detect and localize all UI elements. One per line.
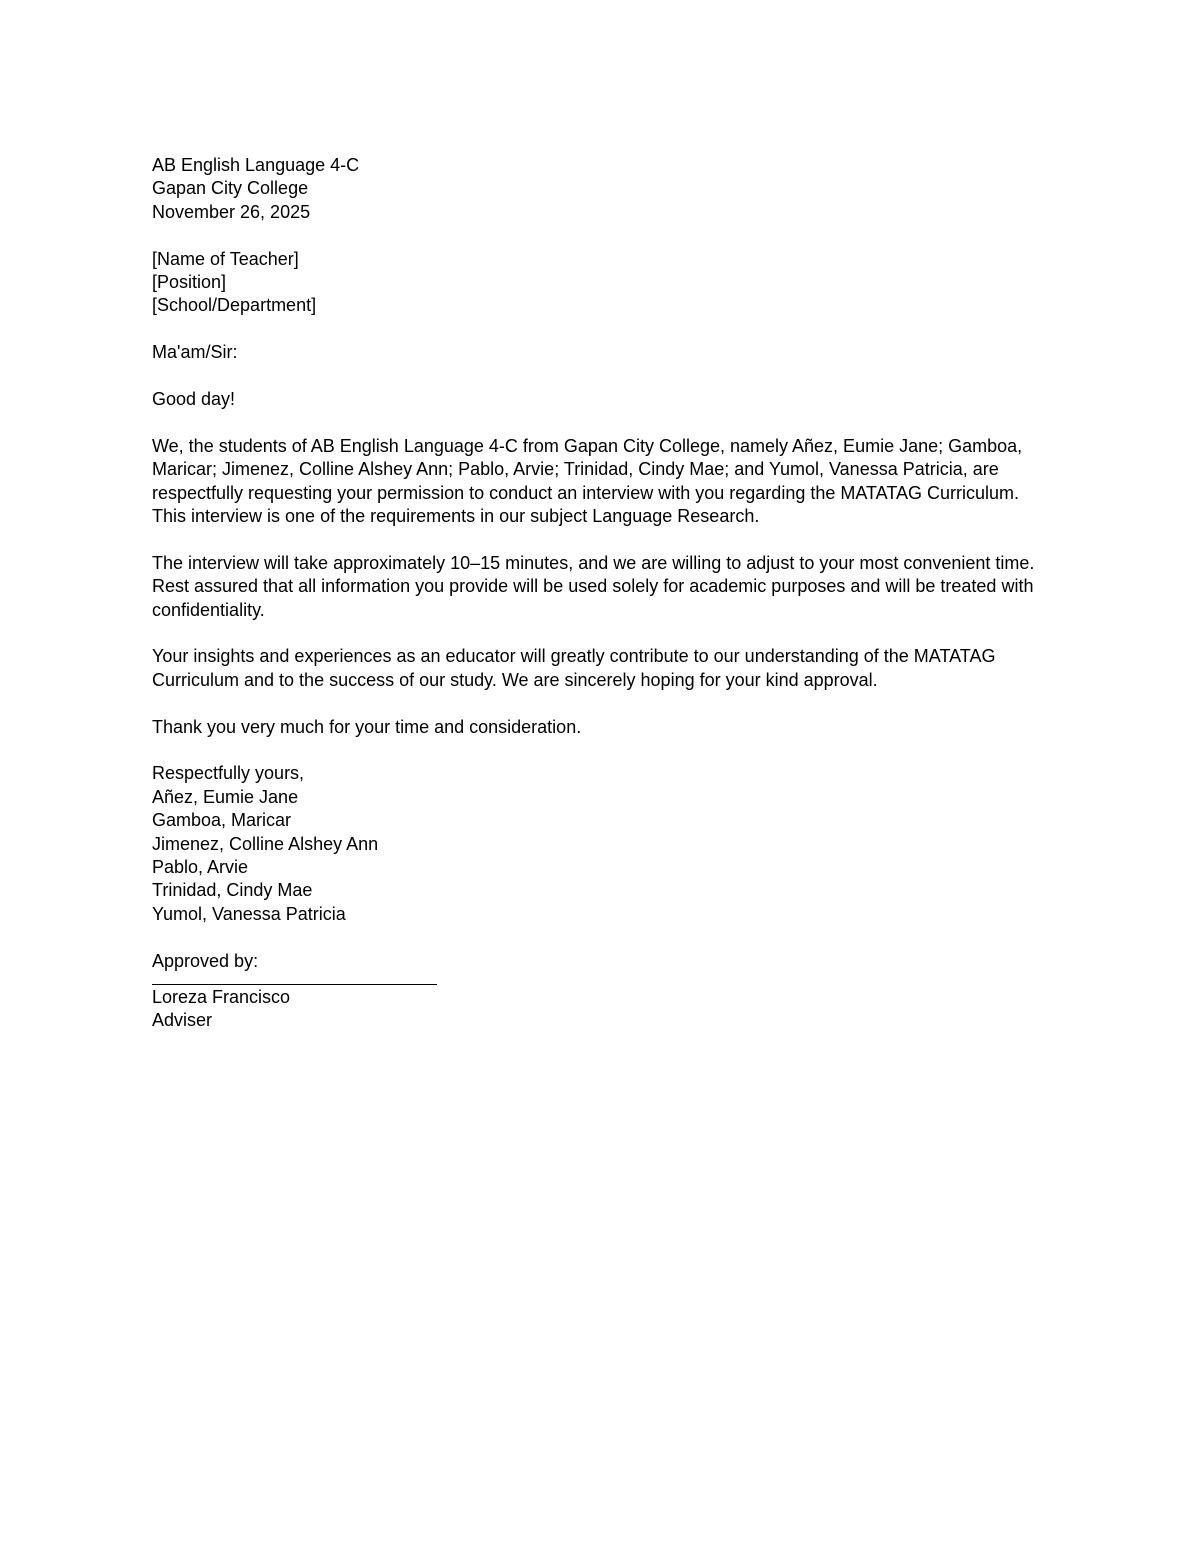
approval-block: [152, 950, 1052, 1033]
signatory: Yumol, Vanessa Patricia: [152, 903, 346, 924]
signatory: Jimenez, Colline Alshey Ann: [152, 833, 379, 854]
sender-program: AB English Language 4-C: [152, 155, 360, 175]
sender-block: [152, 154, 1052, 224]
signatory: Añez, Eumie Jane: [152, 786, 299, 807]
signatory: Pablo, Arvie: [152, 857, 249, 878]
letter-date: November 26, 2025: [152, 201, 311, 222]
body-paragraph-1: We, the students of AB English Language 4-C from Gapan City College, namely Añez, Eumie Jane; Gamboa, Maricar; Jimenez, Colline Alshey Ann; Pablo, Arvie; Trinidad, Cindy Mae; and Yumol, Vanessa Patricia, are respectfully requesting your permission to conduct an interview with you regarding the MATATAG Curriculum. This interview is one of the requirements in our subject Language Research.: [152, 435, 1023, 527]
approval-label: Approved by:: [152, 950, 259, 971]
greeting: Good day!: [152, 389, 236, 410]
closing-block: [152, 762, 1052, 926]
approver-name: Loreza Francisco: [152, 987, 291, 1008]
signature-line: [152, 973, 437, 985]
body-paragraph-4: Thank you very much for your time and consideration.: [152, 716, 582, 737]
signatory: Trinidad, Cindy Mae: [152, 880, 313, 901]
sender-school: Gapan City College: [152, 178, 309, 199]
closing: Respectfully yours,: [152, 763, 305, 784]
recipient-position: [Position]: [152, 272, 227, 293]
salutation: Ma'am/Sir:: [152, 342, 238, 363]
body-paragraph-3: Your insights and experiences as an educator will greatly contribute to our understanding of the MATATAG Curriculum and to the success of our study. We are sincerely hoping for your kind approval.: [152, 646, 996, 690]
recipient-block: [152, 248, 1052, 318]
signatory: Gamboa, Maricar: [152, 810, 292, 831]
approver-title: Adviser: [152, 1010, 213, 1031]
body-paragraph-2: The interview will take approximately 10–15 minutes, and we are willing to adjust to your most convenient time. Rest assured that all information you provide will be used solely for academic purposes and will be treated with confidentiality.: [152, 552, 1035, 620]
letter: [152, 154, 1052, 1056]
recipient-name: [Name of Teacher]: [152, 248, 299, 269]
recipient-department: [School/Department]: [152, 295, 317, 316]
